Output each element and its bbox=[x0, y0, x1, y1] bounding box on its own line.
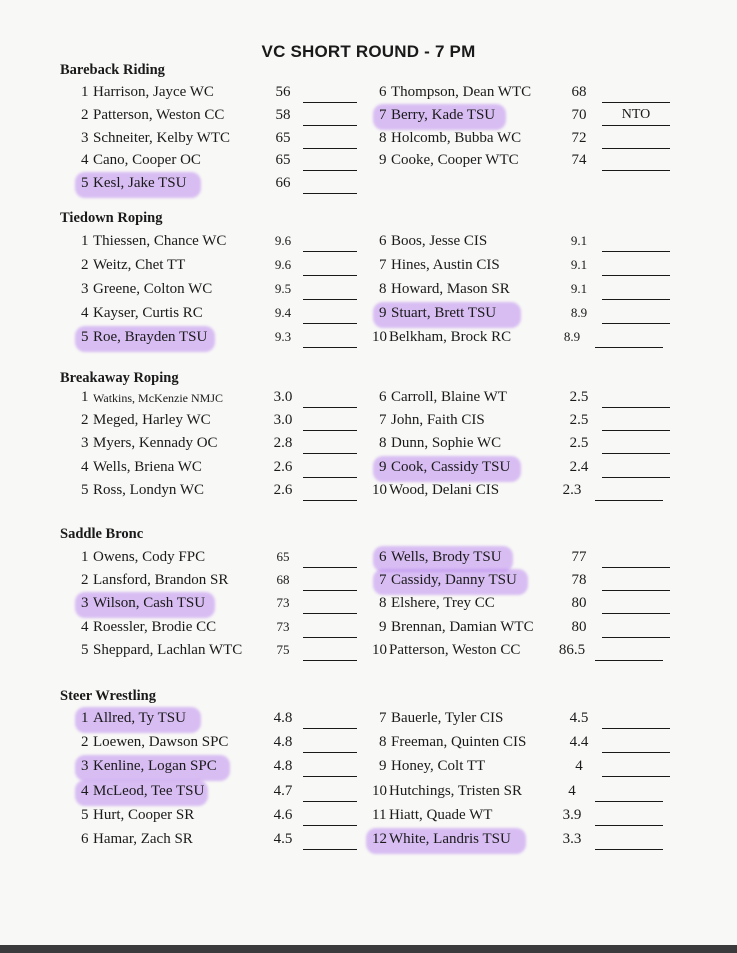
result-blank-line bbox=[303, 728, 357, 729]
contestant-name: Patterson, Weston CC bbox=[93, 106, 225, 123]
result-blank-line bbox=[602, 170, 670, 171]
contestant-name: Allred, Ty TSU bbox=[93, 710, 186, 726]
result-blank-line bbox=[602, 323, 670, 324]
contestant-name: Hurt, Cooper SR bbox=[93, 806, 195, 823]
contestant-name: Cook, Cassidy TSU bbox=[391, 458, 511, 475]
entry-number: 10 bbox=[372, 481, 387, 498]
score-value: 4.8 bbox=[273, 710, 293, 726]
result-blank-line bbox=[602, 299, 670, 300]
contestant-name: Cano, Cooper OC bbox=[93, 152, 201, 169]
score-value: 2.5 bbox=[569, 435, 589, 452]
screen-bottom-bar bbox=[0, 945, 737, 953]
contestant-name: Hamar, Zach SR bbox=[93, 831, 193, 847]
contestant-name: Kesl, Jake TSU bbox=[93, 175, 187, 192]
score-value: 3.0 bbox=[273, 389, 293, 405]
result-blank-line bbox=[303, 251, 357, 252]
result-blank-line bbox=[303, 299, 357, 300]
entry-number: 4 bbox=[81, 152, 89, 169]
contestant-name: Hutchings, Tristen SR bbox=[389, 782, 522, 799]
score-value: 77 bbox=[571, 549, 587, 565]
result-blank-line bbox=[595, 500, 663, 501]
entry-number: 2 bbox=[81, 257, 89, 273]
score-value: 86.5 bbox=[558, 641, 586, 658]
entry-number: 3 bbox=[81, 281, 89, 297]
entry-number: 5 bbox=[81, 175, 89, 192]
contestant-name: Cassidy, Danny TSU bbox=[391, 572, 517, 589]
contestant-name: Harrison, Jayce WC bbox=[93, 84, 214, 100]
entry-number: 3 bbox=[81, 595, 89, 612]
result-blank-line bbox=[303, 567, 357, 568]
entry-number: 9 bbox=[379, 458, 387, 475]
entry-number: 6 bbox=[379, 549, 387, 565]
entry-number: 9 bbox=[379, 152, 387, 169]
contestant-name: Dunn, Sophie WC bbox=[391, 435, 502, 452]
entry-number: 7 bbox=[379, 412, 387, 429]
result-blank-line bbox=[595, 849, 663, 850]
entry-number: 7 bbox=[379, 257, 387, 273]
result-blank-line bbox=[602, 275, 670, 276]
entry-number: 6 bbox=[379, 84, 387, 100]
result-blank-line bbox=[303, 323, 357, 324]
score-value: 9.1 bbox=[570, 281, 588, 296]
score-value: 58 bbox=[275, 106, 291, 123]
entry-number: 7 bbox=[379, 106, 387, 123]
result-blank-line bbox=[602, 752, 670, 753]
contestant-name: Kayser, Curtis RC bbox=[93, 305, 203, 321]
score-value: 2.4 bbox=[569, 458, 589, 475]
entry-number: 5 bbox=[81, 481, 89, 498]
score-value: 56 bbox=[275, 84, 291, 100]
score-value: 2.8 bbox=[273, 435, 293, 452]
entry-number: 1 bbox=[81, 233, 89, 249]
contestant-name: Honey, Colt TT bbox=[391, 758, 486, 775]
score-value: 3.3 bbox=[562, 831, 582, 847]
score-value: 70 bbox=[571, 106, 587, 123]
score-value: 2.5 bbox=[569, 412, 589, 429]
result-blank-line bbox=[303, 102, 357, 103]
score-value: 2.3 bbox=[562, 481, 582, 498]
contestant-name: Ross, Londyn WC bbox=[93, 481, 204, 498]
contestant-name: Belkham, Brock RC bbox=[389, 329, 512, 345]
result-blank-line bbox=[595, 825, 663, 826]
result-blank-line bbox=[303, 776, 357, 777]
contestant-name: Greene, Colton WC bbox=[93, 281, 213, 297]
score-value: 4.8 bbox=[273, 758, 293, 775]
score-value: 4.4 bbox=[569, 734, 589, 751]
section-title: Bareback Riding bbox=[60, 62, 165, 78]
result-blank-line bbox=[602, 453, 670, 454]
result-blank-line bbox=[602, 477, 670, 478]
result-blank-line bbox=[303, 801, 357, 802]
score-value: 75 bbox=[276, 641, 290, 657]
entry-number: 3 bbox=[81, 758, 89, 775]
contestant-name: Berry, Kade TSU bbox=[391, 106, 496, 123]
score-value: 65 bbox=[276, 549, 290, 564]
result-blank-line bbox=[303, 637, 357, 638]
result-blank-line bbox=[602, 407, 670, 408]
score-value: 4 bbox=[575, 758, 583, 775]
result-blank-line bbox=[602, 567, 670, 568]
score-value: 4.5 bbox=[569, 710, 589, 726]
entry-number: 6 bbox=[81, 831, 89, 847]
score-value: 4.5 bbox=[273, 831, 293, 847]
contestant-name: Myers, Kennady OC bbox=[93, 435, 218, 452]
score-value: 80 bbox=[571, 595, 587, 612]
contestant-name: Thiessen, Chance WC bbox=[93, 233, 227, 249]
result-blank-line bbox=[303, 660, 357, 661]
entry-number: 8 bbox=[379, 435, 387, 452]
contestant-name: Holcomb, Bubba WC bbox=[391, 129, 522, 146]
contestant-name: Roe, Brayden TSU bbox=[93, 329, 208, 345]
score-value: 73 bbox=[276, 618, 290, 634]
result-blank-line bbox=[303, 170, 357, 171]
entry-number: 5 bbox=[81, 806, 89, 823]
entry-number: 4 bbox=[81, 458, 89, 475]
entry-number: 10 bbox=[372, 641, 387, 658]
entry-number: 3 bbox=[81, 435, 89, 452]
contestant-name: Wells, Brody TSU bbox=[391, 549, 502, 565]
entry-number: 4 bbox=[81, 782, 89, 799]
score-value: 65 bbox=[275, 129, 291, 146]
entry-number: 2 bbox=[81, 412, 89, 429]
entry-number: 8 bbox=[379, 734, 387, 751]
result-blank-line bbox=[303, 613, 357, 614]
entry-number: 7 bbox=[379, 710, 387, 726]
score-value: 2.6 bbox=[273, 458, 293, 475]
contestant-name: Wells, Briena WC bbox=[93, 458, 202, 475]
entry-number: 11 bbox=[372, 806, 387, 823]
result-blank-line bbox=[303, 590, 357, 591]
entry-number: 1 bbox=[81, 84, 89, 100]
entry-number: 9 bbox=[379, 305, 387, 321]
score-value: 4 bbox=[568, 782, 576, 799]
score-value: 9.3 bbox=[274, 329, 292, 344]
score-value: 2.5 bbox=[569, 389, 589, 405]
contestant-name: Wilson, Cash TSU bbox=[93, 595, 206, 612]
entry-number: 4 bbox=[81, 618, 89, 635]
contestant-name: Thompson, Dean WTC bbox=[391, 84, 532, 100]
result-blank-line bbox=[303, 275, 357, 276]
entry-number: 4 bbox=[81, 305, 89, 321]
score-value: 73 bbox=[276, 595, 290, 611]
result-blank-line bbox=[303, 125, 357, 126]
result-blank-line bbox=[602, 613, 670, 614]
entry-number: 7 bbox=[379, 572, 387, 589]
contestant-name: Lansford, Brandon SR bbox=[93, 572, 229, 589]
result-blank-line bbox=[602, 102, 670, 103]
entry-number: 9 bbox=[379, 758, 387, 775]
entry-number: 8 bbox=[379, 595, 387, 612]
score-value: 78 bbox=[571, 572, 587, 589]
result-blank-line bbox=[602, 251, 670, 252]
score-value: 3.0 bbox=[273, 412, 293, 429]
entry-number: 3 bbox=[81, 129, 89, 146]
entry-number: 12 bbox=[372, 831, 387, 847]
score-value: 9.6 bbox=[274, 257, 292, 272]
entry-number: 5 bbox=[81, 641, 89, 658]
entry-number: 8 bbox=[379, 129, 387, 146]
result-blank-line bbox=[602, 637, 670, 638]
section-title: Saddle Bronc bbox=[60, 526, 144, 542]
entry-number: 10 bbox=[372, 782, 387, 799]
result-blank-line bbox=[303, 193, 357, 194]
entry-number: 5 bbox=[81, 329, 89, 345]
contestant-name: Boos, Jesse CIS bbox=[391, 233, 488, 249]
entry-number: 1 bbox=[81, 710, 89, 726]
score-value: 9.5 bbox=[274, 281, 292, 296]
contestant-name: Elshere, Trey CC bbox=[391, 595, 495, 612]
score-value: 9.6 bbox=[274, 233, 292, 248]
result-blank-line bbox=[303, 849, 357, 850]
score-value: 9.1 bbox=[570, 233, 588, 248]
score-value: 4.7 bbox=[273, 782, 293, 799]
result-blank-line bbox=[595, 347, 663, 348]
score-value: 2.6 bbox=[273, 481, 293, 498]
contestant-name: Stuart, Brett TSU bbox=[391, 305, 497, 321]
result-blank-line bbox=[303, 477, 357, 478]
score-value: 72 bbox=[571, 129, 587, 146]
score-value: 74 bbox=[571, 152, 587, 169]
result-blank-line bbox=[303, 430, 357, 431]
section-title: Steer Wrestling bbox=[60, 688, 156, 704]
contestant-name: Wood, Delani CIS bbox=[389, 481, 500, 498]
result-blank-line bbox=[602, 728, 670, 729]
contestant-name: Sheppard, Lachlan WTC bbox=[93, 641, 243, 658]
contestant-name: Freeman, Quinten CIS bbox=[391, 734, 527, 751]
result-blank-line bbox=[595, 801, 663, 802]
contestant-name: Kenline, Logan SPC bbox=[93, 758, 217, 775]
score-value: 4.8 bbox=[273, 734, 293, 751]
contestant-name: Brennan, Damian WTC bbox=[391, 618, 534, 635]
entry-number: 2 bbox=[81, 734, 89, 751]
page-title: VC SHORT ROUND - 7 PM bbox=[261, 42, 476, 61]
entry-number: 6 bbox=[379, 389, 387, 405]
entry-number: 2 bbox=[81, 572, 89, 589]
entry-number: 8 bbox=[379, 281, 387, 297]
result-blank-line bbox=[602, 148, 670, 149]
score-value: 66 bbox=[275, 175, 291, 192]
result-blank-line bbox=[303, 148, 357, 149]
entry-number: 1 bbox=[81, 549, 89, 565]
entry-number: 10 bbox=[372, 329, 387, 345]
result-blank-line bbox=[303, 347, 357, 348]
score-value: 68 bbox=[571, 84, 587, 100]
note-text: NTO bbox=[621, 106, 651, 122]
contestant-name: Hines, Austin CIS bbox=[391, 257, 500, 273]
result-blank-line bbox=[602, 590, 670, 591]
score-value: 80 bbox=[571, 618, 587, 635]
result-blank-line bbox=[602, 776, 670, 777]
section-title: Tiedown Roping bbox=[60, 210, 163, 226]
entry-number: 6 bbox=[379, 233, 387, 249]
entry-number: 1 bbox=[81, 389, 89, 405]
score-value: 9.4 bbox=[274, 305, 292, 320]
contestant-name: White, Landris TSU bbox=[389, 831, 511, 847]
contestant-name: McLeod, Tee TSU bbox=[93, 782, 205, 799]
result-blank-line bbox=[303, 453, 357, 454]
result-blank-line bbox=[602, 125, 670, 126]
result-blank-line bbox=[303, 407, 357, 408]
contestant-name: Meged, Harley WC bbox=[93, 412, 211, 429]
score-value: 3.9 bbox=[562, 806, 582, 823]
score-value: 68 bbox=[276, 572, 290, 588]
result-blank-line bbox=[303, 825, 357, 826]
contestant-name: Bauerle, Tyler CIS bbox=[391, 710, 504, 726]
score-value: 8.9 bbox=[563, 329, 581, 344]
result-blank-line bbox=[602, 430, 670, 431]
contestant-name: Hiatt, Quade WT bbox=[389, 806, 493, 823]
contestant-name: Schneiter, Kelby WTC bbox=[93, 129, 231, 146]
contestant-name: Carroll, Blaine WT bbox=[391, 389, 507, 405]
contestant-name: Watkins, McKenzie NMJC bbox=[93, 391, 224, 405]
contestant-name: John, Faith CIS bbox=[391, 412, 485, 429]
entry-number: 9 bbox=[379, 618, 387, 635]
score-value: 8.9 bbox=[570, 305, 588, 320]
score-value: 4.6 bbox=[273, 806, 293, 823]
result-blank-line bbox=[303, 752, 357, 753]
section-title: Breakaway Roping bbox=[60, 370, 179, 386]
contestant-name: Roessler, Brodie CC bbox=[93, 618, 217, 635]
result-blank-line bbox=[595, 660, 663, 661]
contestant-name: Weitz, Chet TT bbox=[93, 257, 186, 273]
contestant-name: Patterson, Weston CC bbox=[389, 641, 521, 658]
contestant-name: Owens, Cody FPC bbox=[93, 549, 206, 565]
contestant-name: Loewen, Dawson SPC bbox=[93, 734, 229, 751]
contestant-name: Howard, Mason SR bbox=[391, 281, 510, 297]
score-value: 65 bbox=[275, 152, 291, 169]
score-value: 9.1 bbox=[570, 257, 588, 272]
result-blank-line bbox=[303, 500, 357, 501]
contestant-name: Cooke, Cooper WTC bbox=[391, 152, 519, 169]
entry-number: 2 bbox=[81, 106, 89, 123]
